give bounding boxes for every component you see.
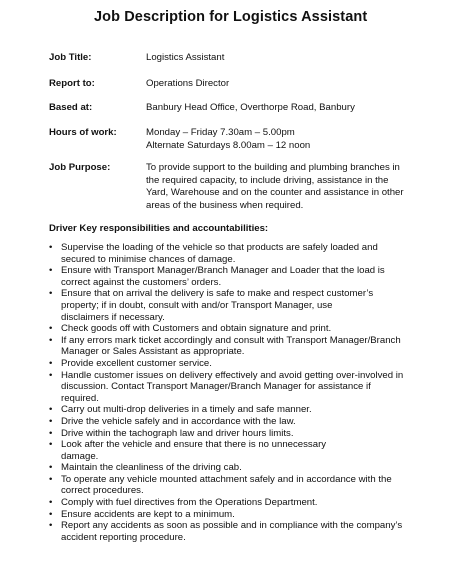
duty-text-line: Report any accidents as soon as possible and in compliance with the company’s [61,520,403,532]
duty-text-line: To operate any vehicle mounted attachment safely and in accordance with the [61,473,392,485]
field-label: Report to: [49,78,95,89]
duty-text-line: Carry out multi-drop deliveries in a timely and safe manner. [61,404,312,416]
duty-text-line: Supervise the loading of the vehicle so that products are safely loaded and [61,242,378,253]
bullet-icon: • [49,288,53,300]
bullet-icon: • [49,334,53,346]
duty-text-line: damage. [61,450,99,462]
hours-line: Alternate Saturdays 8.00am – 12 noon [146,139,311,151]
bullet-icon: • [49,265,53,277]
duty-text-line: correct against the customers’ orders. [61,276,222,288]
bullet-icon: • [49,427,53,439]
duty-item [49,462,439,474]
duty-item [49,416,439,428]
duty-text-line: disclaimers if necessary. [61,311,165,323]
duty-text-line: Maintain the cleanliness of the driving cab. [61,462,242,474]
duty-text-line: Ensure that on arrival the delivery is safe to make and respect customer’s [61,288,374,300]
bullet-icon: • [49,462,53,474]
duty-text-line: Comply with fuel directives from the Operations Department. [61,497,318,509]
duty-item [49,520,439,543]
field-label: Job Purpose: [49,162,111,173]
duty-item [49,265,439,288]
purpose-line: areas of the business when required. [146,199,304,211]
bullet-icon: • [49,404,53,416]
duty-item [49,323,439,335]
duties-list [49,242,439,543]
document-title: Job Description for Logistics Assistant [94,9,368,25]
bullet-icon: • [49,369,53,381]
duty-item [49,288,439,323]
bullet-icon: • [49,323,53,335]
purpose-line: Yard, Warehouse and on the counter and assistance in other [146,187,404,199]
duty-text-line: Handle customer issues on delivery effectively and avoid getting over-involved in [61,369,404,381]
duty-text-line: property; if in doubt, consult with and/or Transport Manager, use [61,299,333,311]
duty-text-line: Ensure with Transport Manager/Branch Manager and Loader that the load is [61,265,385,277]
duty-text-line: Manager or Sales Assistant as appropriate. [61,346,245,358]
bullet-icon: • [49,415,53,427]
bullet-icon: • [49,508,53,520]
field-value: Logistics Assistant [146,52,225,63]
duty-item [49,509,439,521]
duty-item [49,358,439,370]
duty-text-line: If any errors mark ticket accordingly and consult with Transport Manager/Branch [61,334,401,346]
duty-text-line: secured to minimise chances of damage. [61,253,236,265]
section-heading: Driver Key responsibilities and accountabilities: [49,223,269,234]
hours-line: Monday – Friday 7.30am – 5.00pm [146,127,295,138]
bullet-icon: • [49,520,53,532]
duty-item [49,335,439,358]
duty-text-line: required. [61,392,99,404]
duty-text-line: Check goods off with Customers and obtain signature and print. [61,323,332,335]
duty-item [49,497,439,509]
duty-item [49,242,439,265]
duty-item [49,439,439,462]
duty-text-line: correct procedures. [61,485,144,497]
purpose-line: the required capacity, to include driving, assistance in the [146,174,389,186]
field-label: Based at: [49,102,93,113]
bullet-icon: • [49,473,53,485]
bullet-icon: • [49,242,53,253]
duty-item [49,404,439,416]
duty-text-line: Drive within the tachograph law and driver hours limits. [61,427,294,439]
duty-text-line: Drive the vehicle safely and in accordance with the law. [61,415,296,427]
duty-text-line: Provide excellent customer service. [61,357,212,369]
duty-text-line: accident reporting procedure. [61,531,186,543]
field-value: Banbury Head Office, Overthorpe Road, Banbury [146,102,355,113]
field-value [146,162,429,212]
duty-item [49,370,439,405]
field-label: Job Title: [49,52,92,63]
bullet-icon: • [49,357,53,369]
duty-text-line: Ensure accidents are kept to a minimum. [61,508,235,520]
purpose-line: To provide support to the building and plumbing branches in [146,162,400,173]
field-label: Hours of work: [49,127,117,138]
field-value: Operations Director [146,78,230,89]
bullet-icon: • [49,497,53,509]
duty-item [49,428,439,440]
duty-text-line: Look after the vehicle and ensure that there is no unnecessary [61,439,327,451]
duty-item [49,474,439,497]
duty-text-line: discussion. Contact Transport Manager/Branch Manager for assistance if [61,381,371,393]
field-value [146,127,310,152]
bullet-icon: • [49,439,53,451]
